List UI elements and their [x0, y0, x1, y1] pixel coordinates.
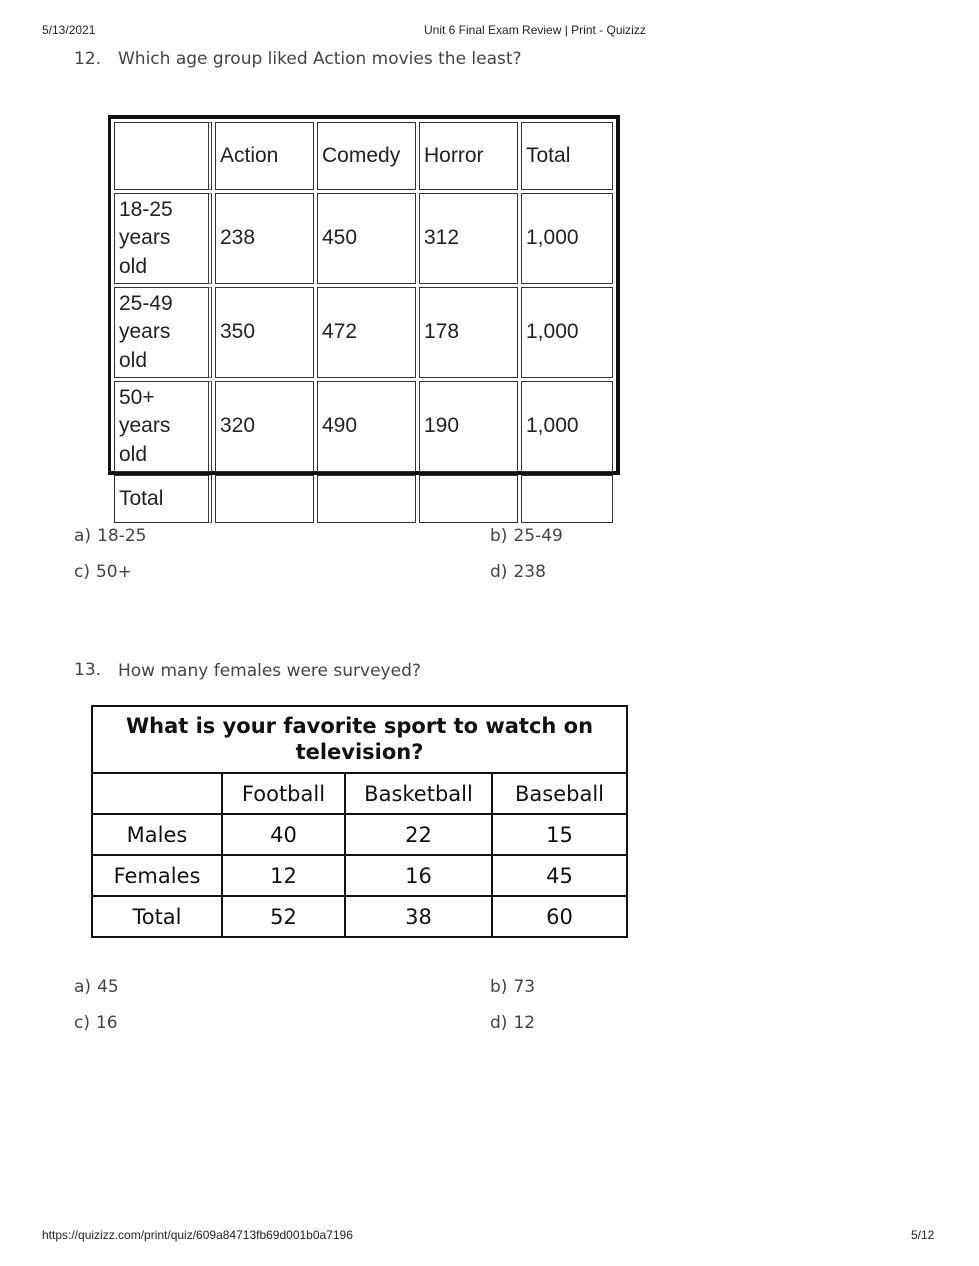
table-row — [92, 855, 627, 896]
table-cell — [521, 475, 613, 523]
question-number: 12. — [74, 49, 102, 69]
table-cell: 12 — [222, 855, 345, 896]
table-row — [114, 475, 613, 523]
table-cell: 16 — [345, 855, 492, 896]
table-cell: 178 — [419, 287, 518, 378]
table-cell: 490 — [317, 381, 416, 472]
answer-option-c — [74, 562, 132, 582]
question-number: 13. — [74, 660, 102, 680]
question-text: Which age group liked Action movies the least? — [118, 49, 522, 69]
option-text: 238 — [513, 562, 546, 582]
table-header-cell: Baseball — [492, 773, 627, 814]
table-header-row — [92, 773, 627, 814]
movie-preference-table — [108, 115, 620, 510]
sport-survey-table — [91, 705, 628, 938]
option-text: 12 — [513, 1013, 536, 1033]
answer-option-b — [490, 526, 563, 546]
table-header-cell: Horror — [419, 122, 518, 190]
table-cell: 15 — [492, 814, 627, 855]
answer-option-a — [74, 526, 146, 546]
option-letter: a) — [74, 977, 92, 997]
table-cell: 40 — [222, 814, 345, 855]
option-text: 16 — [95, 1013, 118, 1033]
table-header-cell — [92, 773, 222, 814]
question-text: How many females were surveyed? — [118, 661, 421, 681]
table-cell: 60 — [492, 896, 627, 937]
table-cell: 38 — [345, 896, 492, 937]
option-text: 25-49 — [513, 526, 563, 546]
table-row — [114, 381, 613, 472]
table-cell — [215, 475, 314, 523]
table-title: What is your favorite sport to watch on television? — [92, 706, 627, 773]
table-row — [92, 814, 627, 855]
table-cell: Total — [114, 475, 212, 523]
option-letter: c) — [74, 1013, 90, 1033]
answer-option-d — [490, 562, 546, 582]
table-cell: 18-25 years old — [114, 193, 212, 284]
table-header-cell: Football — [222, 773, 345, 814]
table-cell — [419, 475, 518, 523]
table-cell: 25-49 years old — [114, 287, 212, 378]
option-text: 18-25 — [97, 526, 147, 546]
answer-option-c — [74, 1013, 118, 1033]
page-number: 5/12 — [911, 1228, 935, 1242]
answer-option-d — [490, 1013, 535, 1033]
table-header-row — [114, 122, 613, 190]
table-row — [92, 896, 627, 937]
table-cell: 22 — [345, 814, 492, 855]
table-cell — [317, 475, 416, 523]
option-text: 73 — [513, 977, 536, 997]
option-text: 45 — [97, 977, 119, 997]
option-letter: b) — [490, 526, 508, 546]
table-title-row — [92, 706, 627, 773]
table-header-cell — [114, 122, 212, 190]
table-cell: 1,000 — [521, 193, 613, 284]
table-cell: Males — [92, 814, 222, 855]
option-letter: a) — [74, 526, 92, 546]
answer-option-a — [74, 977, 119, 997]
table-cell: 320 — [215, 381, 314, 472]
table-cell: 350 — [215, 287, 314, 378]
table-cell: Females — [92, 855, 222, 896]
option-text: 50+ — [95, 562, 132, 582]
table-cell: 450 — [317, 193, 416, 284]
print-url: https://quizizz.com/print/quiz/609a84713fb69d001b0a7196 — [42, 1228, 353, 1242]
table-header-cell: Comedy — [317, 122, 416, 190]
table-cell: Total — [92, 896, 222, 937]
option-letter: c) — [74, 562, 90, 582]
table-row — [114, 287, 613, 378]
table-cell: 312 — [419, 193, 518, 284]
option-letter: d) — [490, 562, 508, 582]
answer-option-b — [490, 977, 535, 997]
table-header-cell: Action — [215, 122, 314, 190]
table-cell: 238 — [215, 193, 314, 284]
print-date: 5/13/2021 — [42, 23, 96, 37]
print-title: Unit 6 Final Exam Review | Print - Quizizz — [424, 23, 646, 37]
table-row — [114, 193, 613, 284]
table-cell: 45 — [492, 855, 627, 896]
table-header-cell: Total — [521, 122, 613, 190]
table-cell: 1,000 — [521, 287, 613, 378]
table-header-cell: Basketball — [345, 773, 492, 814]
option-letter: b) — [490, 977, 508, 997]
table-cell: 1,000 — [521, 381, 613, 472]
option-letter: d) — [490, 1013, 508, 1033]
table-cell: 190 — [419, 381, 518, 472]
table-cell: 50+ years old — [114, 381, 212, 472]
table-cell: 472 — [317, 287, 416, 378]
table-cell: 52 — [222, 896, 345, 937]
